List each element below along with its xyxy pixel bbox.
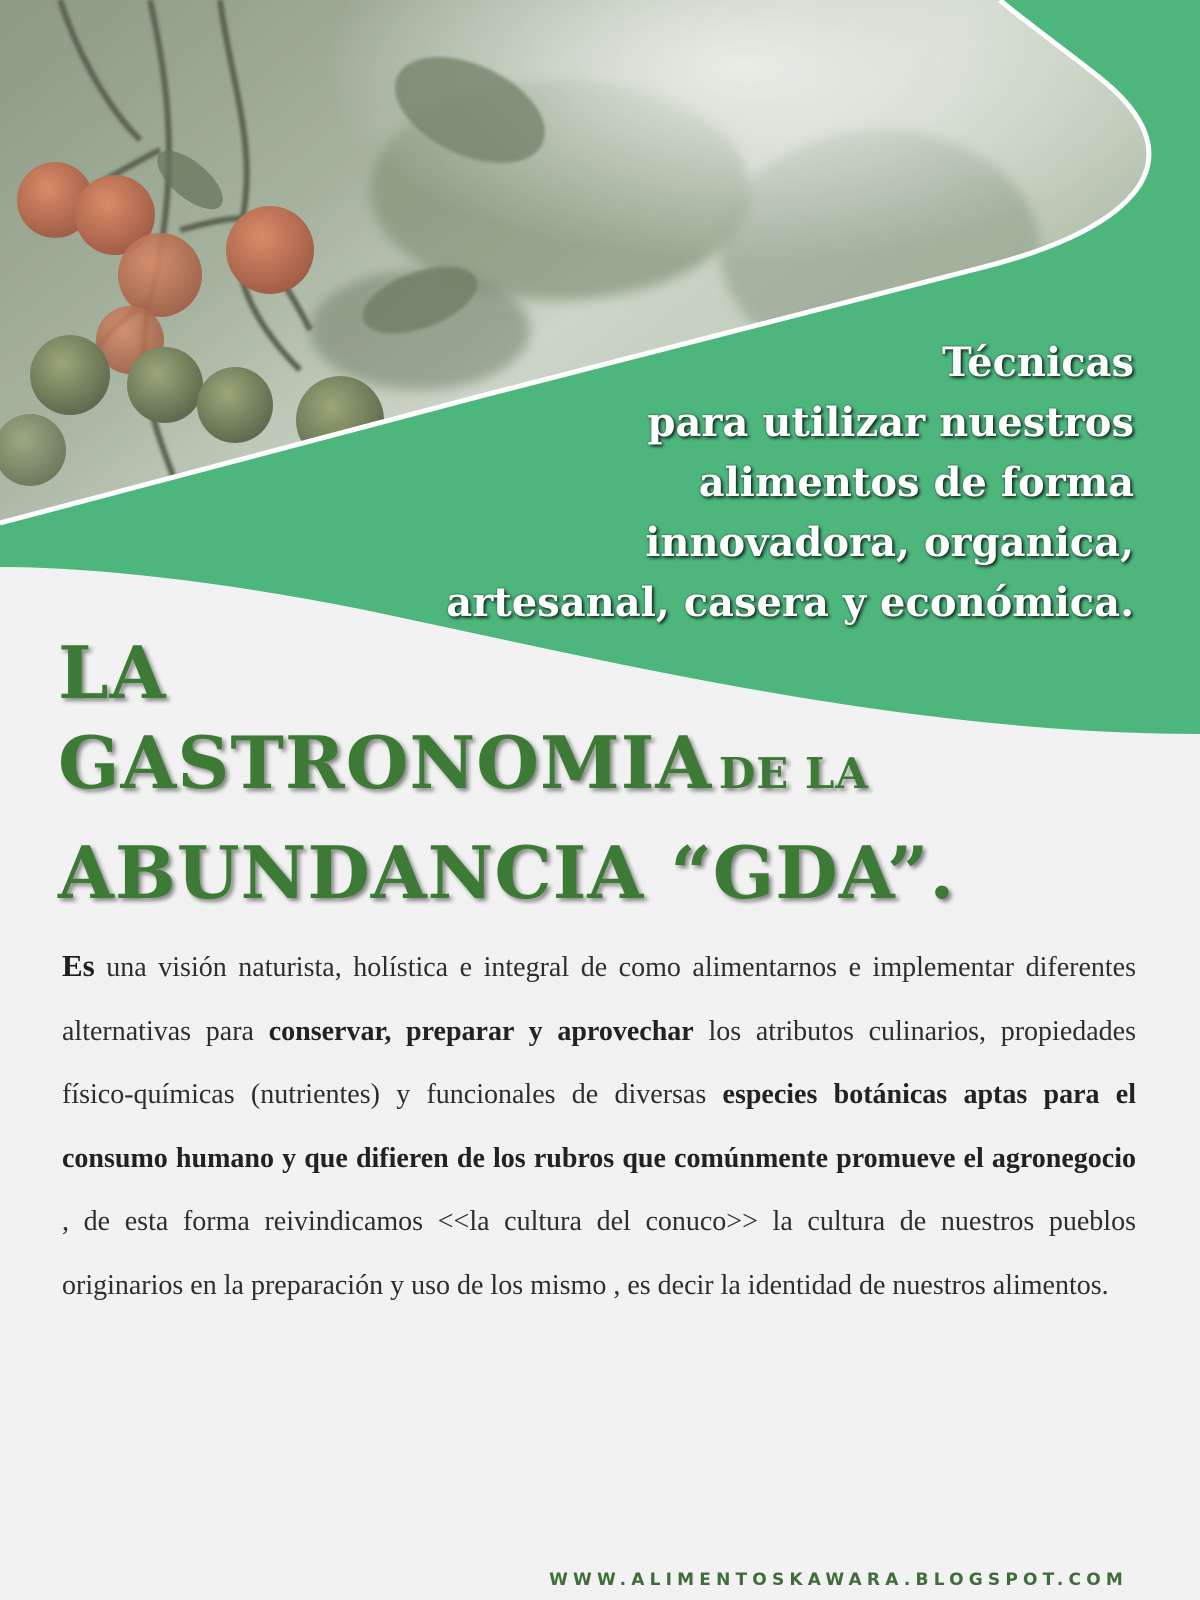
tagline-line: artesanal, casera y económica. <box>446 579 1134 626</box>
tagline <box>374 333 1134 633</box>
title-main-word: GASTRONOMIA <box>58 720 713 805</box>
title-line-3: ABUNDANCIA “GDA”. <box>58 830 956 915</box>
tagline-line: alimentos de forma <box>698 459 1134 506</box>
body-text-2: los atributos culinarios, propiedades físico-químicas (nutrientes) y funcionales de diversas <box>62 1015 1137 1110</box>
body-text-1: una visión naturista, holística e integral de como alimentarnos e implementar diferentes alternativas para <box>62 952 1136 1047</box>
description-paragraph <box>62 934 1136 1317</box>
lead-word: Es <box>62 948 95 983</box>
tagline-line: innovadora, organica, <box>645 519 1134 566</box>
tagline-line: Técnicas <box>941 339 1134 386</box>
title-line-1: LA <box>58 630 167 715</box>
body-text-3: , de esta forma reivindicamos <<la cultura del conuco>> la cultura de nuestros pueblos originarios en la preparación y uso de los mismo , es decir la identidad de nuestros alimentos. <box>62 1206 1136 1301</box>
page-title <box>58 628 1158 918</box>
body-bold-2: especies botánicas aptas para el consumo humano y que difieren de los rubros que comúnmente promueve el agronegocio <box>62 1079 1136 1174</box>
tagline-line: para utilizar nuestros <box>647 399 1134 446</box>
title-small-words: DE LA <box>718 749 870 798</box>
title-line-2 <box>58 718 1158 828</box>
footer-url: WWW.ALIMENTOSKAWARA.BLOGSPOT.COM <box>549 1570 1128 1590</box>
body-bold-1: conservar, preparar y aprovechar <box>268 1015 694 1047</box>
